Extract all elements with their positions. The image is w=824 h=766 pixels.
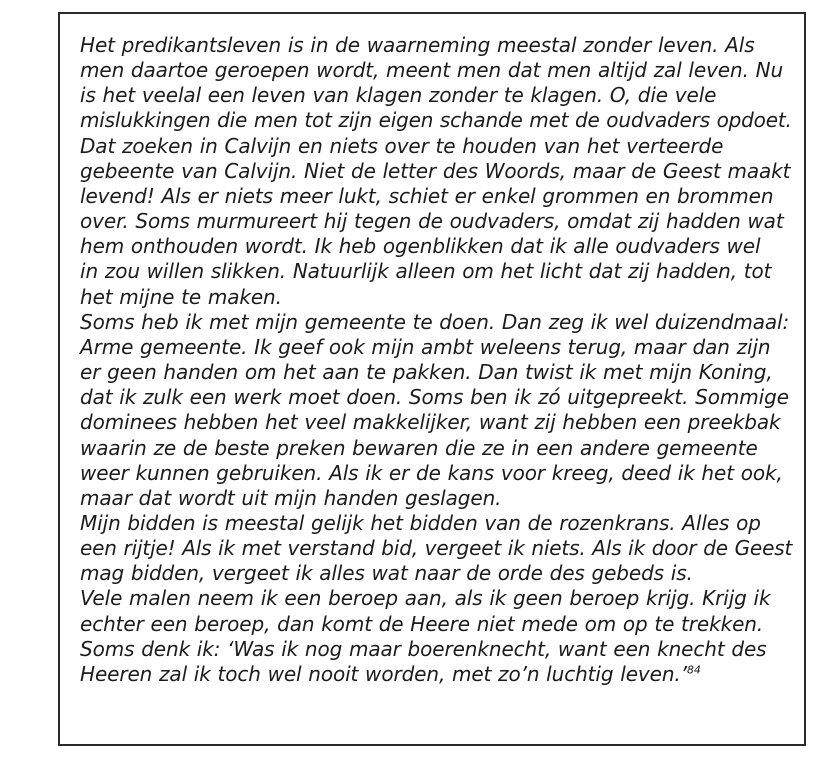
paragraph-4 <box>80 586 792 687</box>
text-line: men daartoe geroepen wordt, meent men dat men altijd zal leven. Nu <box>80 58 784 83</box>
text-line: Vele malen neem ik een beroep aan, als ik geen beroep krijg. Krijg ik <box>80 586 771 611</box>
text-line: een rijtje! Als ik met verstand bid, vergeet ik niets. Als ik door de Geest <box>80 536 793 561</box>
text-line: dominees hebben het veel makkelijker, want zij hebben een preekbak <box>80 410 781 435</box>
text-line: het mijne te maken. <box>80 284 282 309</box>
text-line: weer kunnen gebruiken. Als ik er de kans voor kreeg, deed ik het ook, <box>80 460 783 485</box>
text-line: is het veelal een leven van klagen zonder te klagen. O, die vele <box>80 83 717 108</box>
text-line-content: Heeren zal ik toch wel nooit worden, met zo’n luchtig leven.’ <box>80 661 687 686</box>
text-line: Mijn bidden is meestal gelijk het bidden van de rozenkrans. Alles op <box>80 510 761 535</box>
text-line: waarin ze de beste preken bewaren die ze in een andere gemeente <box>80 435 758 460</box>
text-line: Soms heb ik met mijn gemeente te doen. Dan zeg ik wel duizendmaal: <box>80 309 790 334</box>
paragraph-1 <box>80 33 792 310</box>
text-line: er geen handen om het aan te pakken. Dan twist ik met mijn Koning, <box>80 360 773 385</box>
text-line: Soms denk ik: ‘Was ik nog maar boerenknecht, want een knecht des <box>80 636 767 661</box>
text-line: hem onthouden wordt. Ik heb ogenblikken dat ik alle oudvaders wel <box>80 234 761 259</box>
text-line: Het predikantsleven is in de waarneming meestal zonder leven. Als <box>80 33 755 57</box>
paragraph-2 <box>80 310 792 511</box>
text-line: over. Soms murmureert hij tegen de oudvaders, omdat zij hadden wat <box>80 209 784 234</box>
text-line: Dat zoeken in Calvijn en niets over te houden van het verteerde <box>80 133 724 158</box>
footnote-reference: 84 <box>686 663 701 677</box>
paragraph-3 <box>80 511 792 586</box>
text-line: levend! Als er niets meer lukt, schiet er enkel grommen en brommen <box>80 183 774 208</box>
text-line: maar dat wordt uit mijn handen geslagen. <box>80 485 502 510</box>
last-text-line <box>80 662 792 687</box>
quote-text <box>80 33 792 687</box>
text-line: gebeente van Calvijn. Niet de letter des Woords, maar de Geest maakt <box>80 158 791 183</box>
text-line: in zou willen slikken. Natuurlijk alleen om het licht dat zij hadden, tot <box>80 259 772 284</box>
text-line: mag bidden, vergeet ik alles wat naar de orde des gebeds is. <box>80 561 693 586</box>
text-line: Arme gemeente. Ik geef ook mijn ambt weleens terug, maar dan zijn <box>80 334 771 359</box>
text-line: echter een beroep, dan komt de Heere niet mede om op te trekken. <box>80 611 764 636</box>
text-line: dat ik zulk een werk moet doen. Soms ben ik zó uitgepreekt. Sommige <box>80 385 789 410</box>
text-line: mislukkingen die men tot zijn eigen schande met de oudvaders opdoet. <box>80 108 792 133</box>
